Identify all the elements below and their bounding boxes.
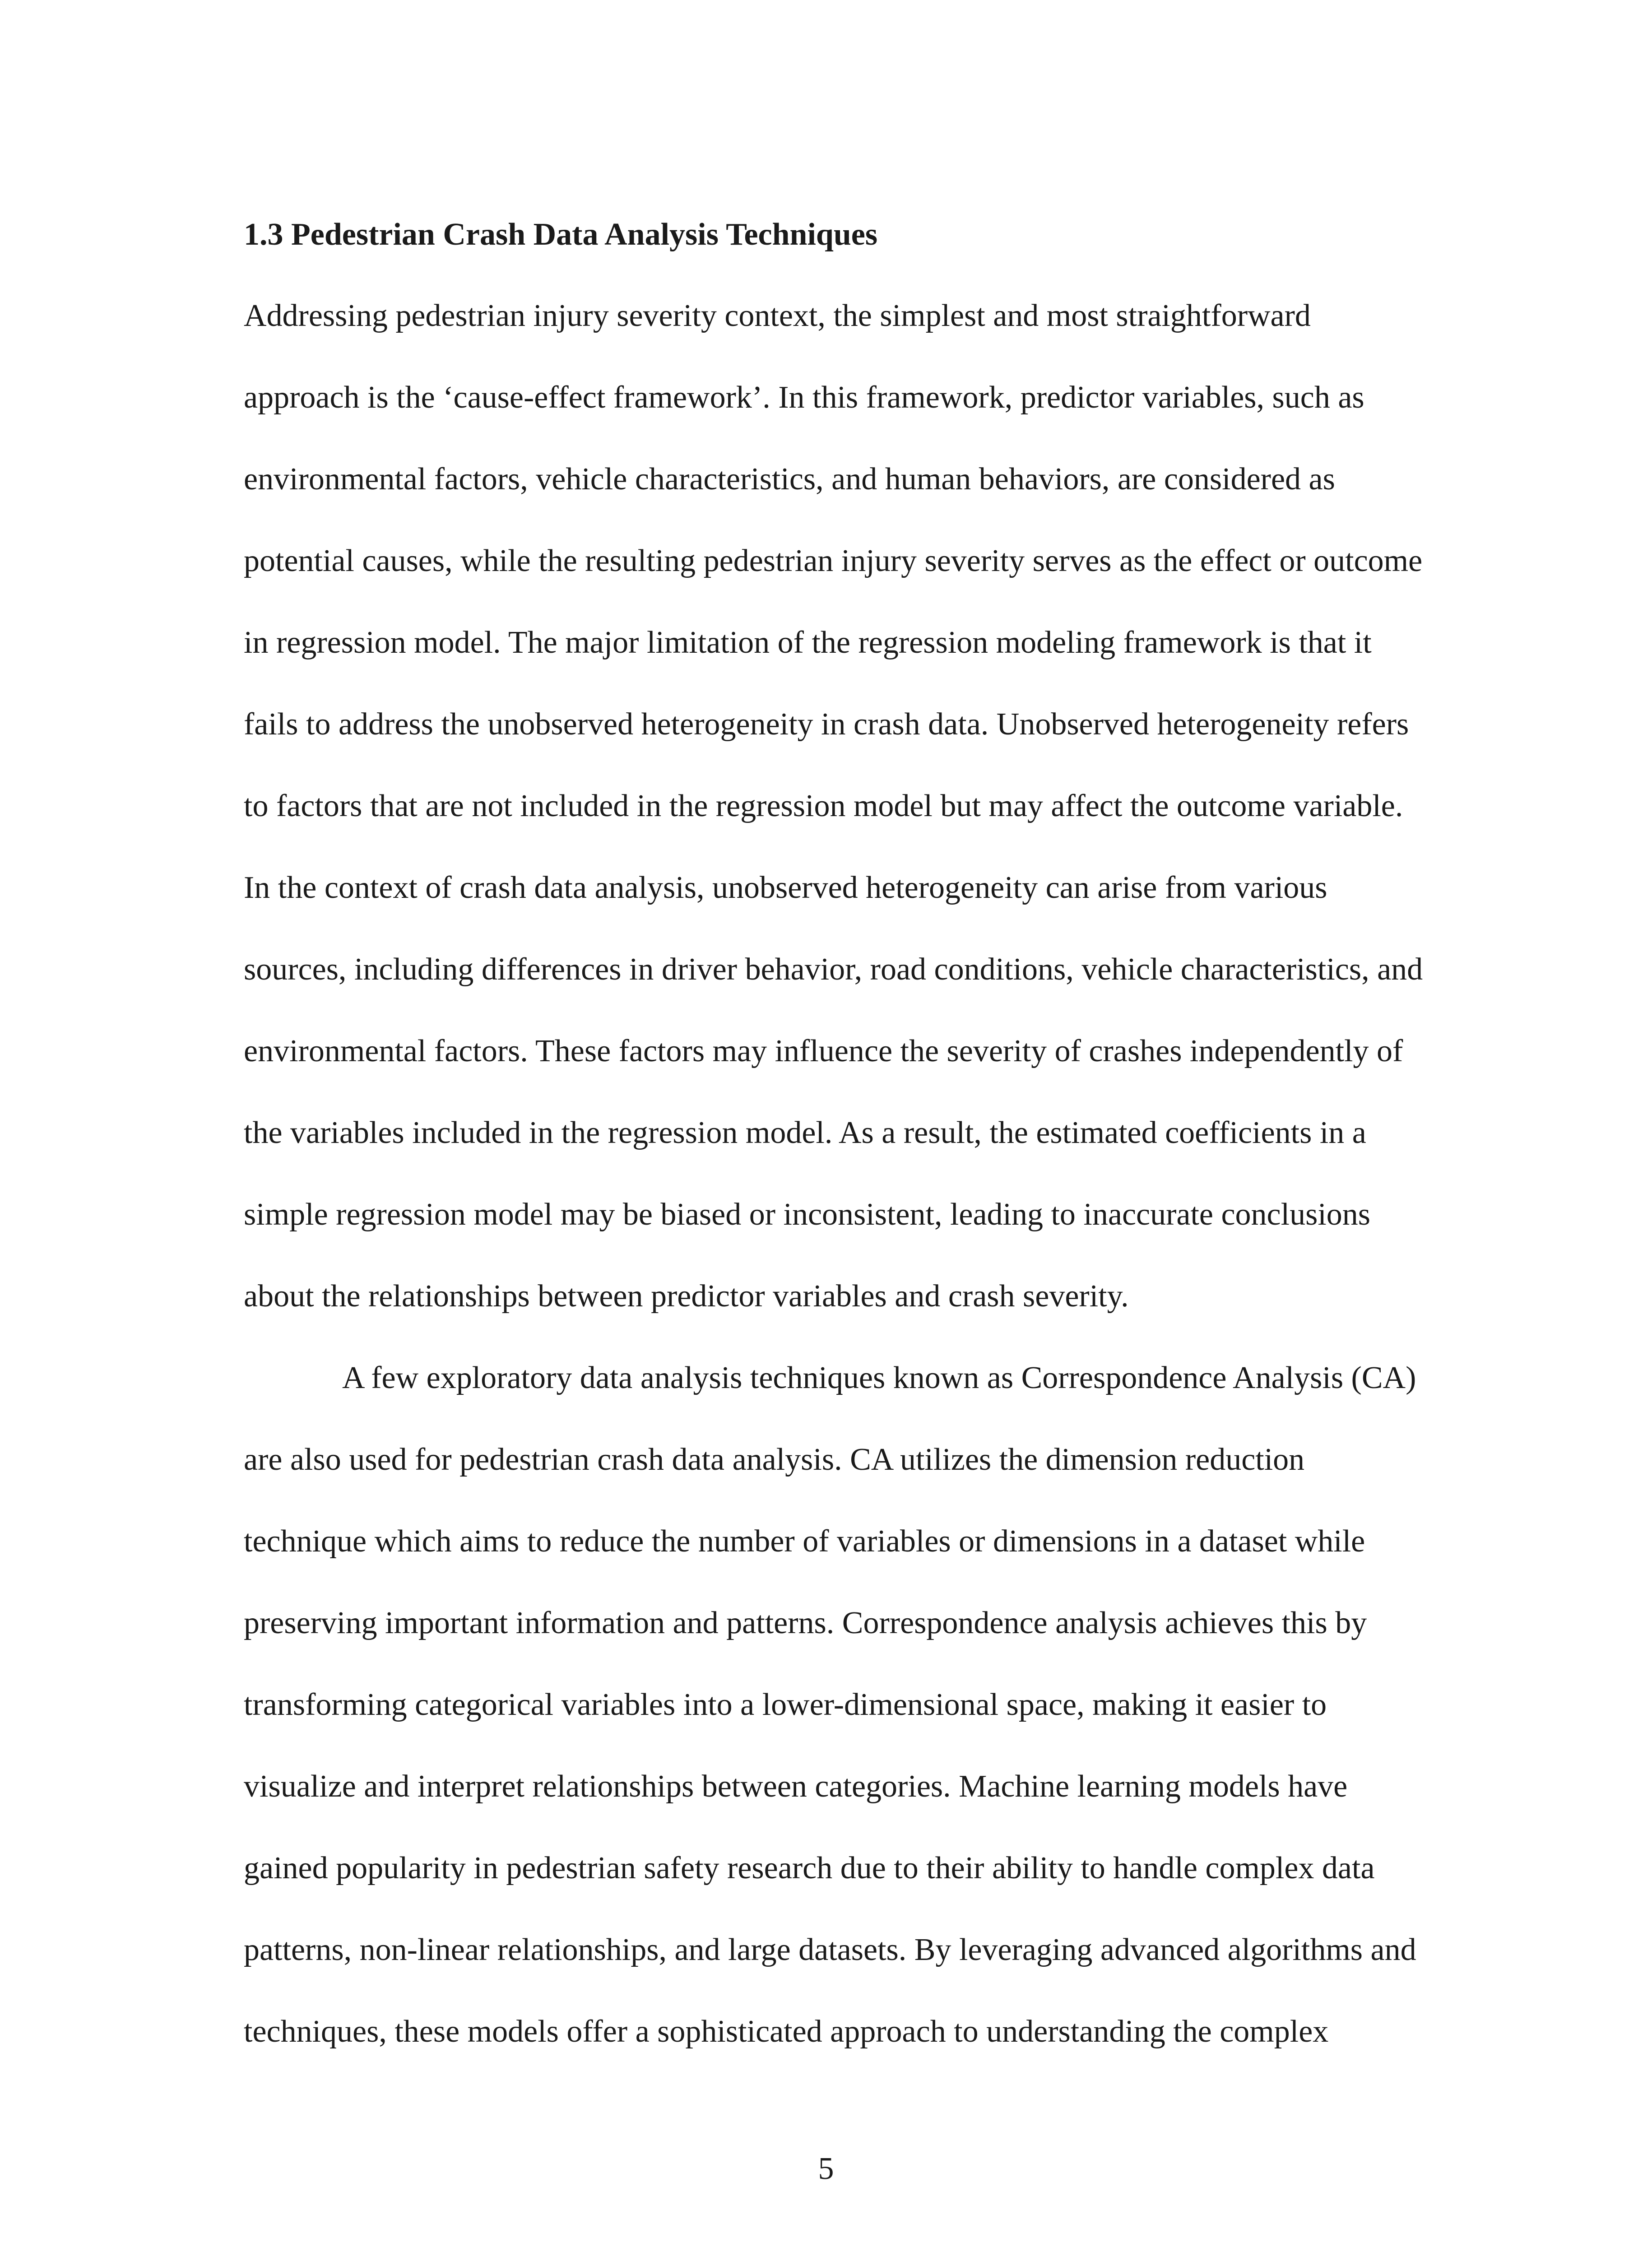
paragraph-line: Addressing pedestrian injury severity context, the simplest and most straightforward (244, 298, 1311, 333)
paragraph-line: in regression model. The major limitation of the regression modeling framework is that it (244, 625, 1372, 660)
paragraph-line: A few exploratory data analysis techniques known as Correspondence Analysis (CA) (342, 1361, 1416, 1395)
paragraph-line: simple regression model may be biased or inconsistent, leading to inaccurate conclusions (244, 1197, 1371, 1232)
paragraph-line: to factors that are not included in the regression model but may affect the outcome variable. (244, 789, 1403, 823)
paragraph-line: about the relationships between predictor variables and crash severity. (244, 1279, 1129, 1314)
paragraph-line: environmental factors. These factors may influence the severity of crashes independently of (244, 1034, 1403, 1068)
paragraph-line: techniques, these models offer a sophisticated approach to understanding the complex (244, 2014, 1329, 2049)
paragraph-line: transforming categorical variables into a lower-dimensional space, making it easier to (244, 1687, 1327, 1722)
paragraph-line: gained popularity in pedestrian safety research due to their ability to handle complex data (244, 1851, 1375, 1885)
paragraph-line: are also used for pedestrian crash data analysis. CA utilizes the dimension reduction (244, 1442, 1305, 1477)
paragraph-line: the variables included in the regression model. As a result, the estimated coefficients in a (244, 1115, 1366, 1150)
paragraph-line: potential causes, while the resulting pedestrian injury severity serves as the effect or outcome (244, 543, 1423, 578)
paragraph-line: sources, including differences in driver behavior, road conditions, vehicle characteristics, and (244, 952, 1423, 987)
paragraph-line: approach is the ‘cause-effect framework’. In this framework, predictor variables, such as (244, 380, 1364, 415)
paragraph-line: technique which aims to reduce the number of variables or dimensions in a dataset while (244, 1524, 1365, 1559)
paragraph-line: patterns, non-linear relationships, and large datasets. By leveraging advanced algorithms and (244, 1932, 1416, 1967)
paragraph-line: preserving important information and patterns. Correspondence analysis achieves this by (244, 1606, 1367, 1640)
paragraph-line: visualize and interpret relationships between categories. Machine learning models have (244, 1769, 1348, 1804)
paragraph-line: In the context of crash data analysis, unobserved heterogeneity can arise from various (244, 870, 1327, 905)
paragraph-line: environmental factors, vehicle characteristics, and human behaviors, are considered as (244, 462, 1335, 497)
page-number: 5 (818, 2151, 834, 2186)
paragraph-line: fails to address the unobserved heterogeneity in crash data. Unobserved heterogeneity refers (244, 707, 1409, 742)
section-heading: 1.3 Pedestrian Crash Data Analysis Techniques (244, 217, 878, 252)
